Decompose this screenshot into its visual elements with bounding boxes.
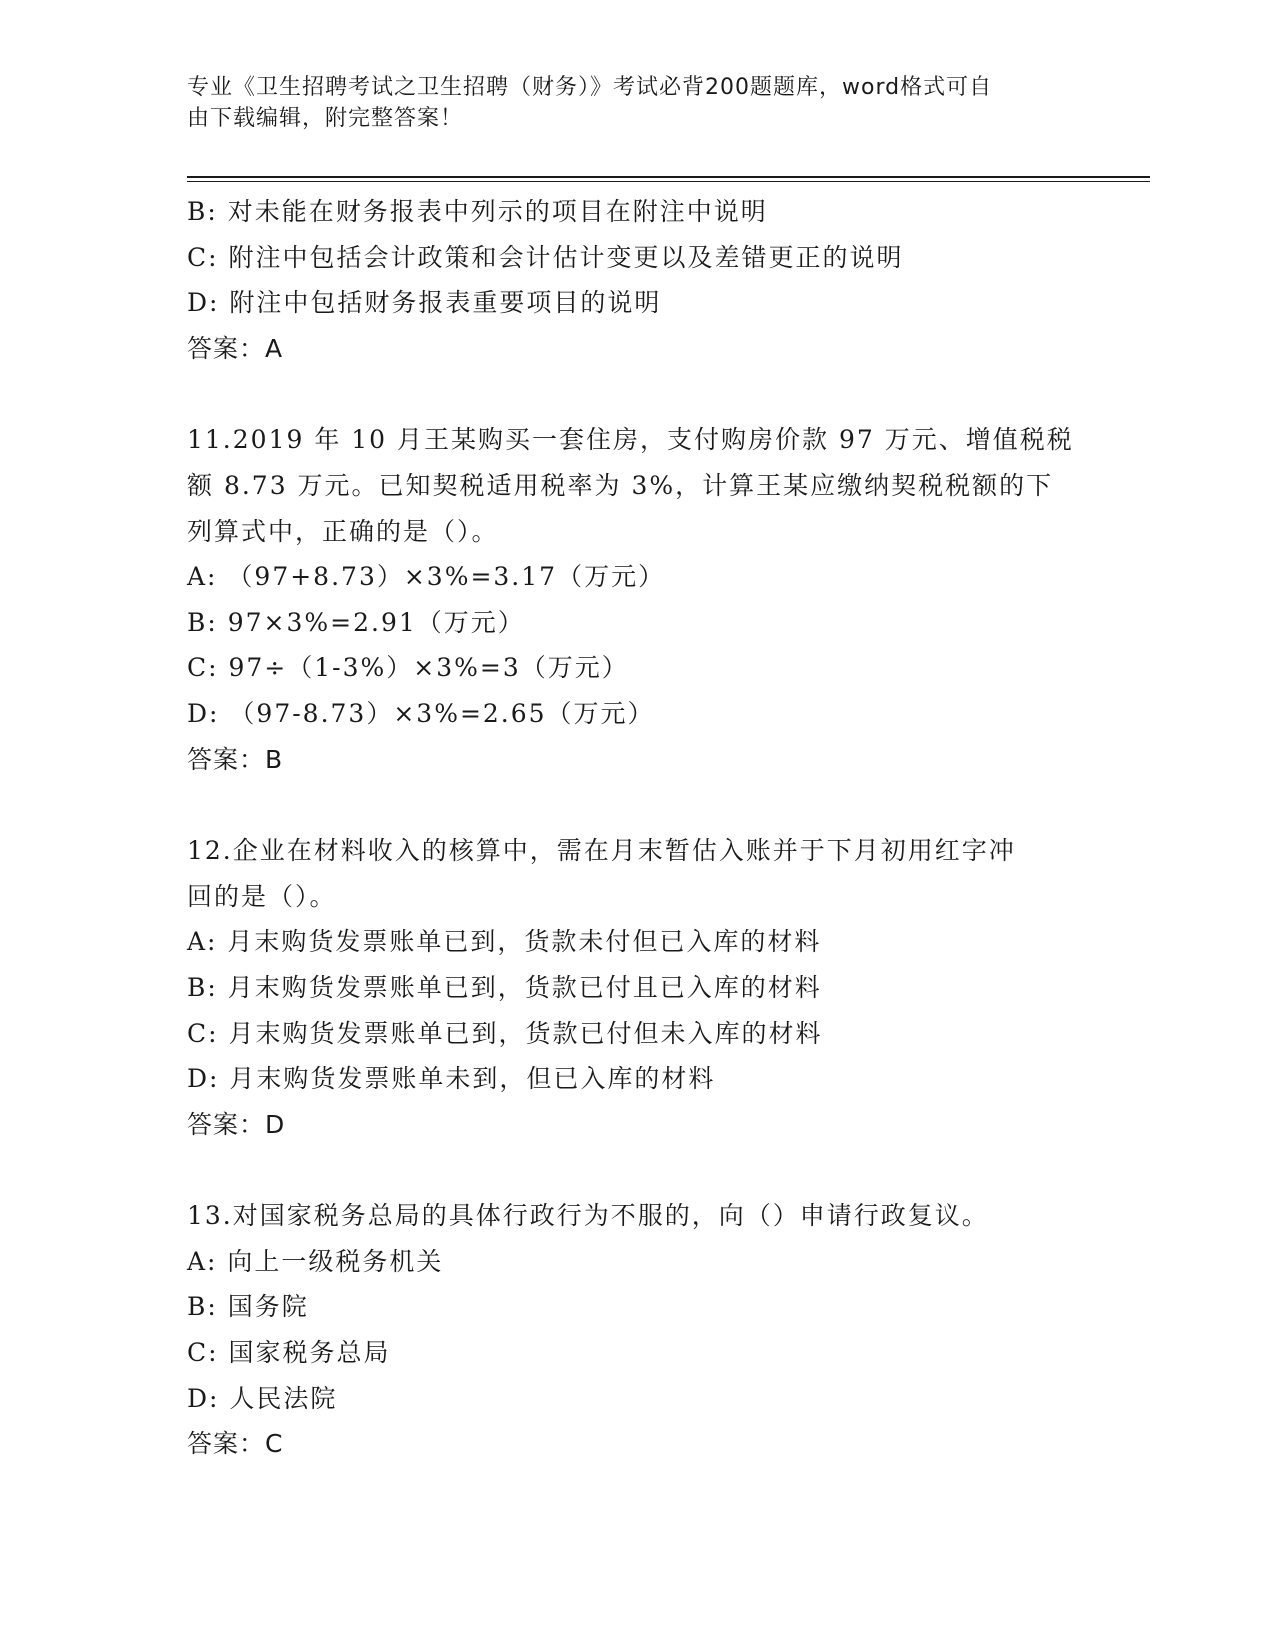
header-rule-thin [187,181,1150,182]
header-rule-thick [187,176,1150,178]
option-c: C: 国家税务总局 [187,1338,391,1368]
question-stem: 列算式中，正确的是（）。 [187,516,499,546]
spacer [187,782,1087,828]
option-a: A: 向上一级税务机关 [187,1246,444,1276]
question-11 [187,417,1087,782]
option-c: C: 97÷（1-3%）×3%=3（万元） [187,653,629,683]
header-title-line-1: 专业《卫生招聘考试之卫生招聘（财务）》考试必背200题题库，word格式可自 [187,75,993,100]
header-title-line-2: 由下载编辑，附完整答案！ [187,106,464,131]
option-c: C: 附注中包括会计政策和会计估计变更以及差错更正的说明 [187,242,904,272]
option-b: B: 国务院 [187,1292,309,1322]
option-a: A: （97+8.73）×3%=3.17（万元） [187,562,666,592]
question-stem: 额 8.73 万元。已知契税适用税率为 3%，计算王某应缴纳契税税额的下 [187,470,1054,500]
question-13 [187,1193,1087,1467]
question-10-continuation [187,189,1087,371]
option-d: D: （97-8.73）×3%=2.65（万元） [187,698,655,728]
answer-line: 答案：C [187,1429,284,1459]
answer-line: 答案：B [187,744,284,774]
document-header [187,72,1067,134]
option-d: D: 人民法院 [187,1383,338,1413]
question-12 [187,828,1087,1147]
question-stem: 11.2019 年 10 月王某购买一套住房，支付购房价款 97 万元、增值税税 [187,425,1074,455]
option-a: A: 月末购货发票账单已到，货款未付但已入库的材料 [187,927,822,957]
spacer [187,371,1087,417]
document-body [187,189,1087,1467]
option-c: C: 月末购货发票账单已到，货款已付但未入库的材料 [187,1018,823,1048]
spacer [187,1147,1087,1193]
option-b: B: 97×3%=2.91（万元） [187,607,525,637]
question-stem: 12.企业在材料收入的核算中，需在月末暂估入账并于下月初用红字冲 [187,836,1016,866]
question-stem: 回的是（）。 [187,881,337,911]
answer-line: 答案：D [187,1109,286,1139]
option-b: B: 月末购货发票账单已到，货款已付且已入库的材料 [187,972,822,1002]
question-stem: 13.对国家税务总局的具体行政行为不服的，向（）申请行政复议。 [187,1201,989,1231]
option-d: D: 月末购货发票账单未到，但已入库的材料 [187,1064,716,1094]
option-b: B: 对未能在财务报表中列示的项目在附注中说明 [187,197,768,226]
answer-line: 答案：A [187,333,284,363]
option-d: D: 附注中包括财务报表重要项目的说明 [187,288,662,318]
